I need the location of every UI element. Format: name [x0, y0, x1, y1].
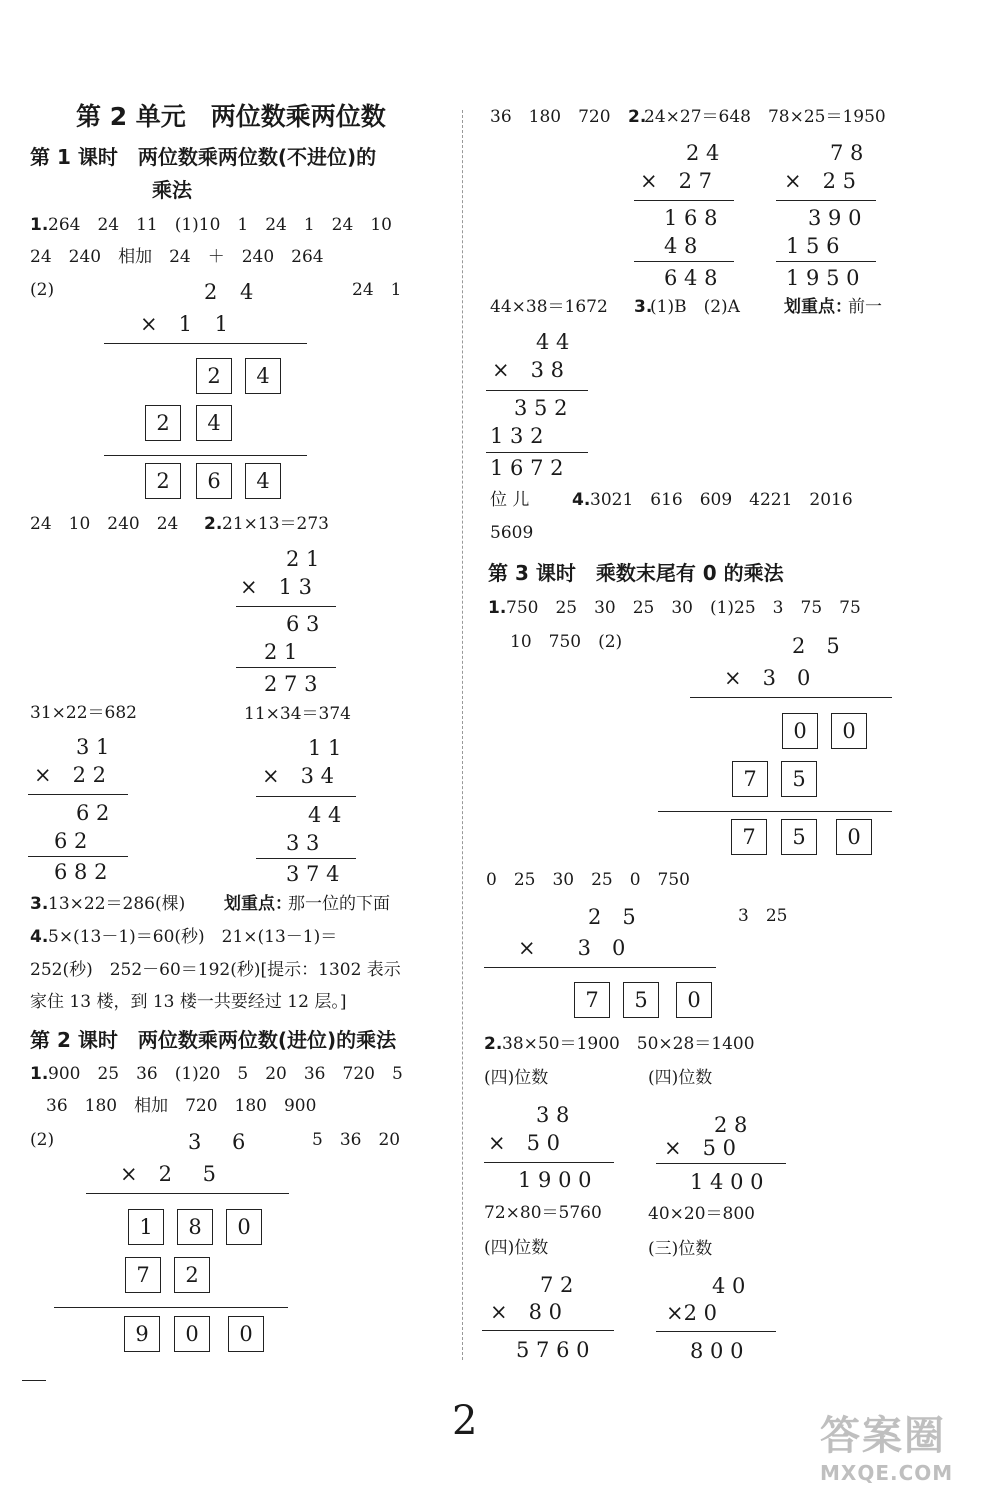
q4-line3: 家住 13 楼，到 13 楼一共要经过 12 层。]	[30, 992, 347, 1012]
key-point-label: 划重点：	[784, 297, 852, 317]
footer-mark	[22, 1380, 46, 1381]
digit-count: (四)位数	[484, 1068, 549, 1088]
multiplier: × 3 0	[518, 936, 626, 960]
q1-line1: 750 25 30 25 30 (1)25 3 75 75	[506, 598, 861, 618]
answer-box: 0	[676, 982, 712, 1018]
answer-box: 2	[174, 1257, 210, 1293]
calc-line	[236, 667, 336, 668]
q4-line1: 5×(13－1)＝60(秒) 21×(13－1)＝	[48, 927, 338, 947]
product: 3 7 4	[286, 862, 340, 886]
multiplicand: 7 8	[830, 141, 864, 165]
multiplicand: 7 2	[540, 1273, 574, 1297]
equation: 72×80＝5760	[484, 1203, 602, 1223]
q4-text: 3021 616 609 4221 2016	[590, 490, 853, 510]
multiplier: × 2 5	[784, 169, 856, 193]
partial-product: 3 9 0	[808, 206, 862, 230]
lesson1-title: 第 1 课时 两位数乘两位数(不进位)的	[30, 145, 377, 169]
equation: 11×34＝374	[244, 704, 351, 724]
q3-text: (1)B (2)A	[650, 297, 740, 317]
multiplicand: 3 1	[76, 735, 110, 759]
q4-line2: 252(秒) 252－60＝192(秒)[提示：1302 表示	[30, 960, 401, 980]
answer-box: 2	[145, 463, 181, 499]
calc-line	[28, 794, 128, 795]
lesson1-title-cont: 乘法	[152, 178, 192, 202]
multiplicand: 3 8	[536, 1103, 570, 1127]
answer-box: 1	[128, 1209, 164, 1245]
multiplier: × 2 2	[34, 763, 106, 787]
multiplier: × 3 0	[724, 666, 811, 690]
partial-product: 6 2	[76, 801, 110, 825]
key-point-cont: 位 儿	[490, 490, 530, 510]
calc-line	[256, 858, 356, 859]
partial-product: 4 4	[308, 803, 342, 827]
q1-line2: 24 240 相加 24 ＋ 240 264	[30, 247, 324, 267]
digit-count: (四)位数	[648, 1068, 713, 1088]
page-number: 2	[452, 1398, 478, 1444]
q1-sub2-label: (2)	[30, 1130, 55, 1150]
product: 2 7 3	[264, 672, 318, 696]
product: 6 8 2	[54, 860, 108, 884]
answer-box: 2	[145, 405, 181, 441]
answer-box: 0	[174, 1316, 210, 1352]
multiplicand: 2 4	[686, 141, 720, 165]
answer-box: 7	[731, 819, 767, 855]
partial-product: 3 3	[286, 831, 320, 855]
calc-line	[656, 1331, 776, 1332]
q1-line2: 10 750 (2)	[510, 632, 623, 652]
multiplier: × 1 3	[240, 575, 312, 599]
q1-label: 1.	[30, 1064, 49, 1084]
multiplier: × 8 0	[490, 1300, 562, 1324]
calc-line	[54, 1307, 288, 1308]
answer-box: 0	[228, 1316, 264, 1352]
calc-line	[484, 967, 716, 968]
partial-product: 4 8	[664, 234, 698, 258]
calc-line	[634, 200, 734, 201]
multiplier: × 3 8	[492, 358, 564, 382]
calc-line	[256, 796, 356, 797]
calc-line	[104, 343, 307, 344]
calc-line	[486, 452, 588, 453]
q1-sub2-side: 24 1	[352, 280, 402, 300]
multiplier: × 3 4	[262, 764, 334, 788]
multiplicand: 1 1	[308, 736, 342, 760]
answer-box: 4	[245, 463, 281, 499]
q1-line1: 264 24 11 (1)10 1 24 1 24 10	[48, 215, 392, 235]
q3-label: 3.	[634, 297, 653, 317]
multiplicand: 2 4	[204, 280, 254, 304]
q2-label: 2.	[628, 107, 647, 127]
q2-equation: 21×13＝273	[222, 514, 329, 534]
multiplicand: 4 0	[712, 1274, 746, 1298]
q1-line1: 900 25 36 (1)20 5 20 36 720 5	[48, 1064, 403, 1084]
digit-count: (四)位数	[484, 1238, 549, 1258]
watermark-text: 答案圈	[820, 1413, 946, 1459]
answer-box: 0	[226, 1209, 262, 1245]
product: 1 9 0 0	[518, 1168, 592, 1192]
partial-product: 1 3 2	[490, 424, 544, 448]
q2-equations: 38×50＝1900 50×28＝1400	[502, 1034, 755, 1054]
partial-product: 2 1	[264, 640, 298, 664]
q1-label: 1.	[30, 215, 49, 235]
multiplicand: 2 5	[792, 634, 840, 658]
multiplicand: 2 1	[286, 547, 320, 571]
lesson2-title: 第 2 课时 两位数乘两位数(进位)的乘法	[30, 1028, 397, 1052]
key-point-text: 那一位的下面	[288, 894, 390, 914]
calc-line	[776, 200, 876, 201]
answer-box: 5	[623, 982, 659, 1018]
product: 8 0 0	[690, 1339, 744, 1363]
answer-box: 0	[836, 819, 872, 855]
answer-box: 6	[196, 463, 232, 499]
multiplier: × 2 5	[120, 1162, 216, 1186]
equation: 40×20＝800	[648, 1204, 755, 1224]
q1-continued: 36 180 720	[490, 107, 611, 127]
partial-product: 1 5 6	[786, 234, 840, 258]
digit-count: (三)位数	[648, 1239, 713, 1259]
calc-line	[484, 1162, 614, 1163]
answer-box: 8	[177, 1209, 213, 1245]
partial-product: 6 3	[286, 612, 320, 636]
q1-label: 1.	[488, 598, 507, 618]
answer-box: 5	[781, 761, 817, 797]
key-point-label: 划重点：	[224, 894, 292, 914]
q1-sub2-label: (2)	[30, 280, 55, 300]
calc-line	[658, 811, 892, 812]
multiplier: × 5 0	[488, 1131, 560, 1155]
key-point-text: 前一	[848, 297, 882, 317]
multiplicand: 4 4	[536, 330, 570, 354]
answer-box: 4	[245, 358, 281, 394]
answer-box: 7	[125, 1257, 161, 1293]
q1-after-text: 0 25 30 25 0 750	[486, 870, 690, 890]
q2-label: 2.	[484, 1034, 503, 1054]
multiplicand: 2 5	[588, 905, 636, 929]
calc-line	[776, 261, 876, 262]
answer-box: 7	[732, 761, 768, 797]
multiplier: × 1 1	[140, 312, 228, 336]
answer-box: 9	[124, 1316, 160, 1352]
multiplier: ×2 0	[666, 1301, 717, 1325]
multiplicand: 3 6	[188, 1130, 246, 1154]
calc-line	[236, 606, 336, 607]
calc-line	[486, 390, 588, 391]
watermark-url: MXQE.COM	[820, 1461, 954, 1485]
multiplier: × 2 7	[640, 169, 712, 193]
q4-text-cont: 5609	[490, 523, 534, 543]
calc-line	[690, 697, 892, 698]
answer-box: 5	[781, 819, 817, 855]
q2-equations: 24×27＝648 78×25＝1950	[644, 107, 886, 127]
lesson3-title: 第 3 课时 乘数末尾有 0 的乘法	[488, 561, 784, 585]
watermark-logo	[820, 1404, 988, 1485]
unit-title: 第 2 单元 两位数乘两位数	[76, 102, 386, 131]
multiplier: × 5 0	[664, 1136, 736, 1160]
partial-product: 6 2	[54, 829, 88, 853]
partial-product: 3 5 2	[514, 396, 568, 420]
answer-box: 0	[782, 713, 818, 749]
answer-box: 2	[196, 358, 232, 394]
q3-label: 3.	[30, 894, 49, 914]
calc-line	[104, 455, 307, 456]
calc-line	[656, 1163, 786, 1164]
q1-sub2-side: 5 36 20	[312, 1130, 401, 1150]
equation: 31×22＝682	[30, 703, 137, 723]
q4-label: 4.	[30, 927, 49, 947]
column-divider	[462, 110, 463, 1360]
q2-label: 2.	[204, 514, 223, 534]
q1-after-text: 24 10 240 24	[30, 514, 179, 534]
q3-text: 13×22＝286(棵)	[48, 894, 186, 914]
side-note: 3 25	[738, 906, 788, 926]
calc-line	[634, 261, 734, 262]
calc-line	[86, 1193, 289, 1194]
partial-product: 1 6 8	[664, 206, 718, 230]
q4-label: 4.	[572, 490, 591, 510]
product: 1 6 7 2	[490, 456, 564, 480]
equation: 44×38＝1672	[490, 297, 608, 317]
multiplicand: 2 8	[714, 1113, 748, 1137]
q1-line2: 36 180 相加 720 180 900	[46, 1096, 317, 1116]
answer-box: 0	[831, 713, 867, 749]
product: 1 9 5 0	[786, 266, 860, 290]
product: 1 4 0 0	[690, 1170, 764, 1194]
answer-box: 7	[574, 982, 610, 1018]
product: 6 4 8	[664, 266, 718, 290]
calc-line	[28, 856, 128, 857]
product: 5 7 6 0	[516, 1338, 590, 1362]
answer-box: 4	[196, 405, 232, 441]
calc-line	[482, 1330, 614, 1331]
